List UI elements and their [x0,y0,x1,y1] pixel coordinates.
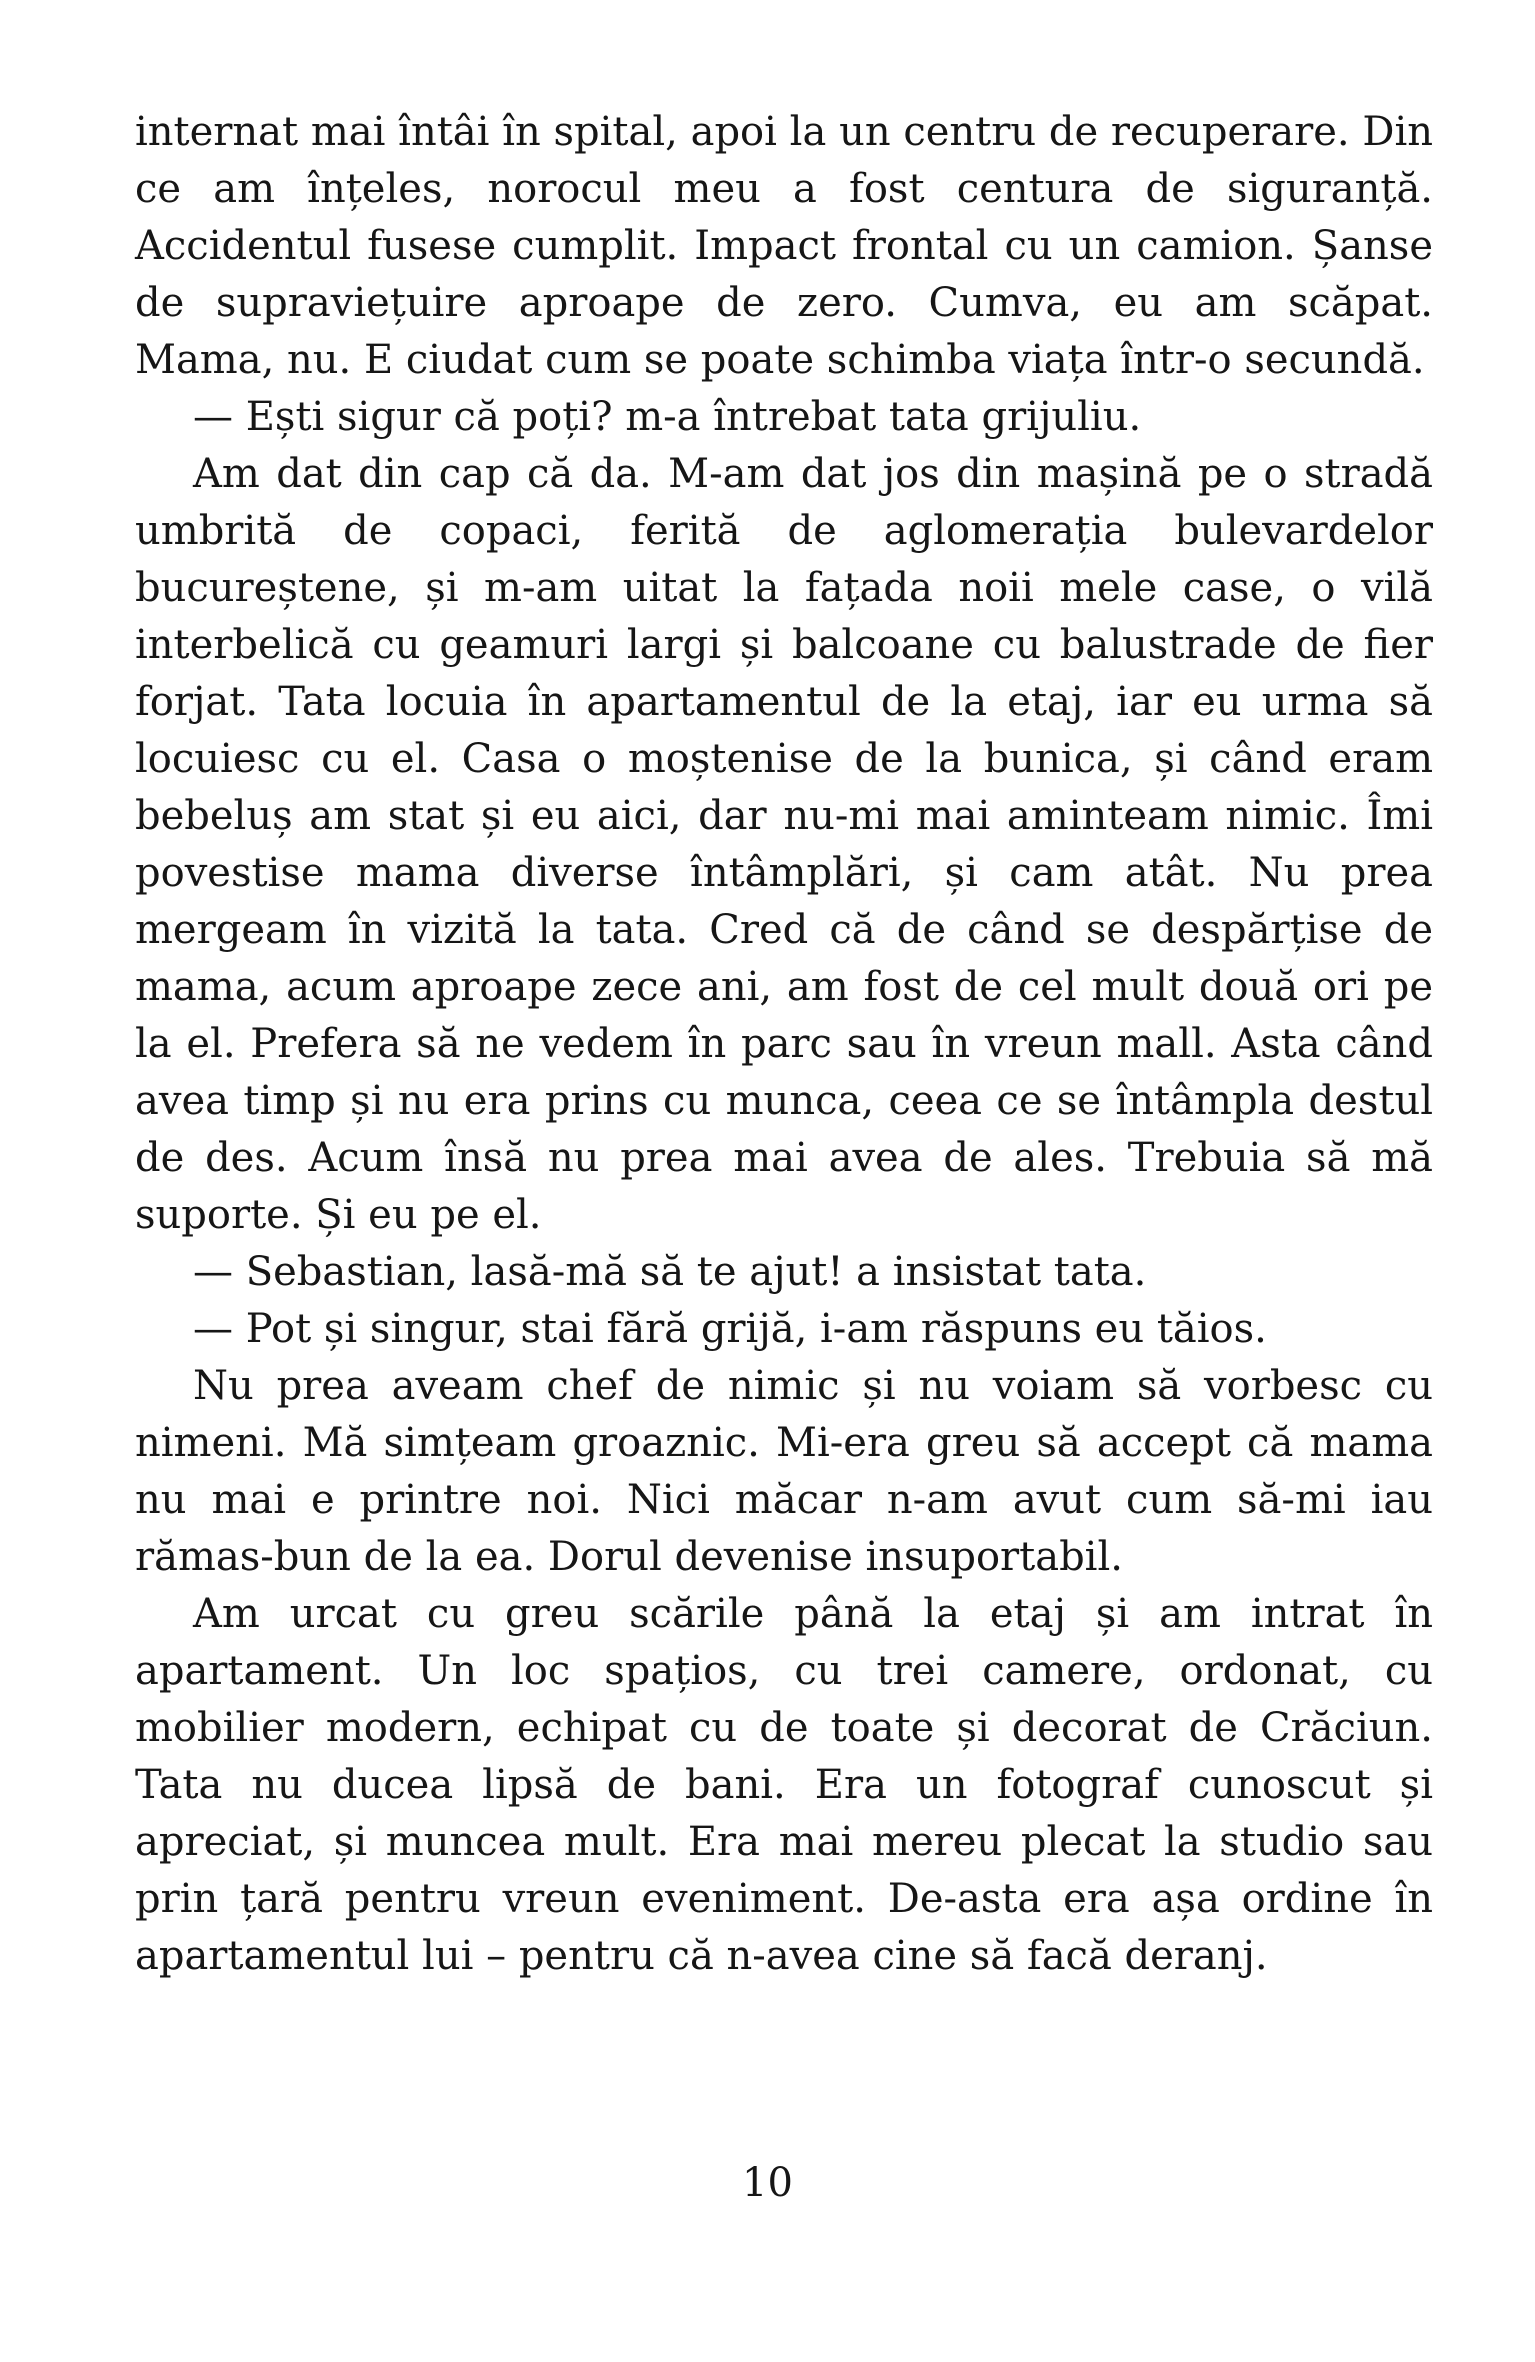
page-number: 10 [742,2160,793,2206]
paragraph: Nu prea aveam chef de nimic și nu voiam să vorbesc cu nimeni. Mă simțeam groaznic. Mi-era greu să accept că mama nu mai e printre noi. Nici măcar n-am avut cum să-mi iau rămas-bun de la ea. Dorul devenise insuportabil. [135,1363,1433,1580]
page-text [135,104,1433,1985]
paragraph-dialogue: — Pot și singur, stai fără grijă, i-am răspuns eu tăios. [193,1306,1267,1352]
paragraph-dialogue: — Sebastian, lasă-mă să te ajut! a insistat tata. [193,1249,1147,1295]
paragraph: Am dat din cap că da. M-am dat jos din mașină pe o stradă umbrită de copaci, ferită de aglomerația bulevardelor bucureștene, și m-am uitat la fațada noii mele case, o vilă interbelică cu geamuri largi și balcoane cu balustrade de fier forjat. Tata locuia în apartamentul de la etaj, iar eu urma să locuiesc cu el. Casa o moștenise de la bunica, și când eram bebeluș am stat și eu aici, dar nu-mi mai aminteam nimic. Îmi povestise mama diverse întâmplări, și cam atât. Nu prea mergeam în vizită la tata. Cred că de când se despărțise de mama, acum aproape zece ani, am fost de cel mult două ori pe la el. Prefera să ne vedem în parc sau în vreun mall. Asta când avea timp și nu era prins cu munca, ceea ce se întâmpla destul de des. Acum însă nu prea mai avea de ales. Trebuia să mă suporte. Și eu pe el. [135,451,1433,1238]
paragraph: Am urcat cu greu scările până la etaj și am intrat în apartament. Un loc spațios, cu trei camere, ordonat, cu mobilier modern, echipat cu de toate și decorat de Crăciun. Tata nu ducea lipsă de bani. Era un fotograf cunoscut și apreciat, și muncea mult. Era mai mereu plecat la studio sau prin țară pentru vreun eveniment. De-asta era așa ordine în apartamentul lui – pentru că n-avea cine să facă deranj. [135,1591,1433,1979]
paragraph: internat mai întâi în spital, apoi la un centru de recuperare. Din ce am înțeles, norocul meu a fost centura de siguranță. Accidentul fusese cumplit. Impact frontal cu un camion. Șanse de supraviețuire aproape de zero. Cumva, eu am scăpat. Mama, nu. E ciudat cum se poate schimba viața într-o secundă. [135,109,1433,383]
paragraph-dialogue: — Ești sigur că poți? m-a întrebat tata grijuliu. [193,394,1142,440]
